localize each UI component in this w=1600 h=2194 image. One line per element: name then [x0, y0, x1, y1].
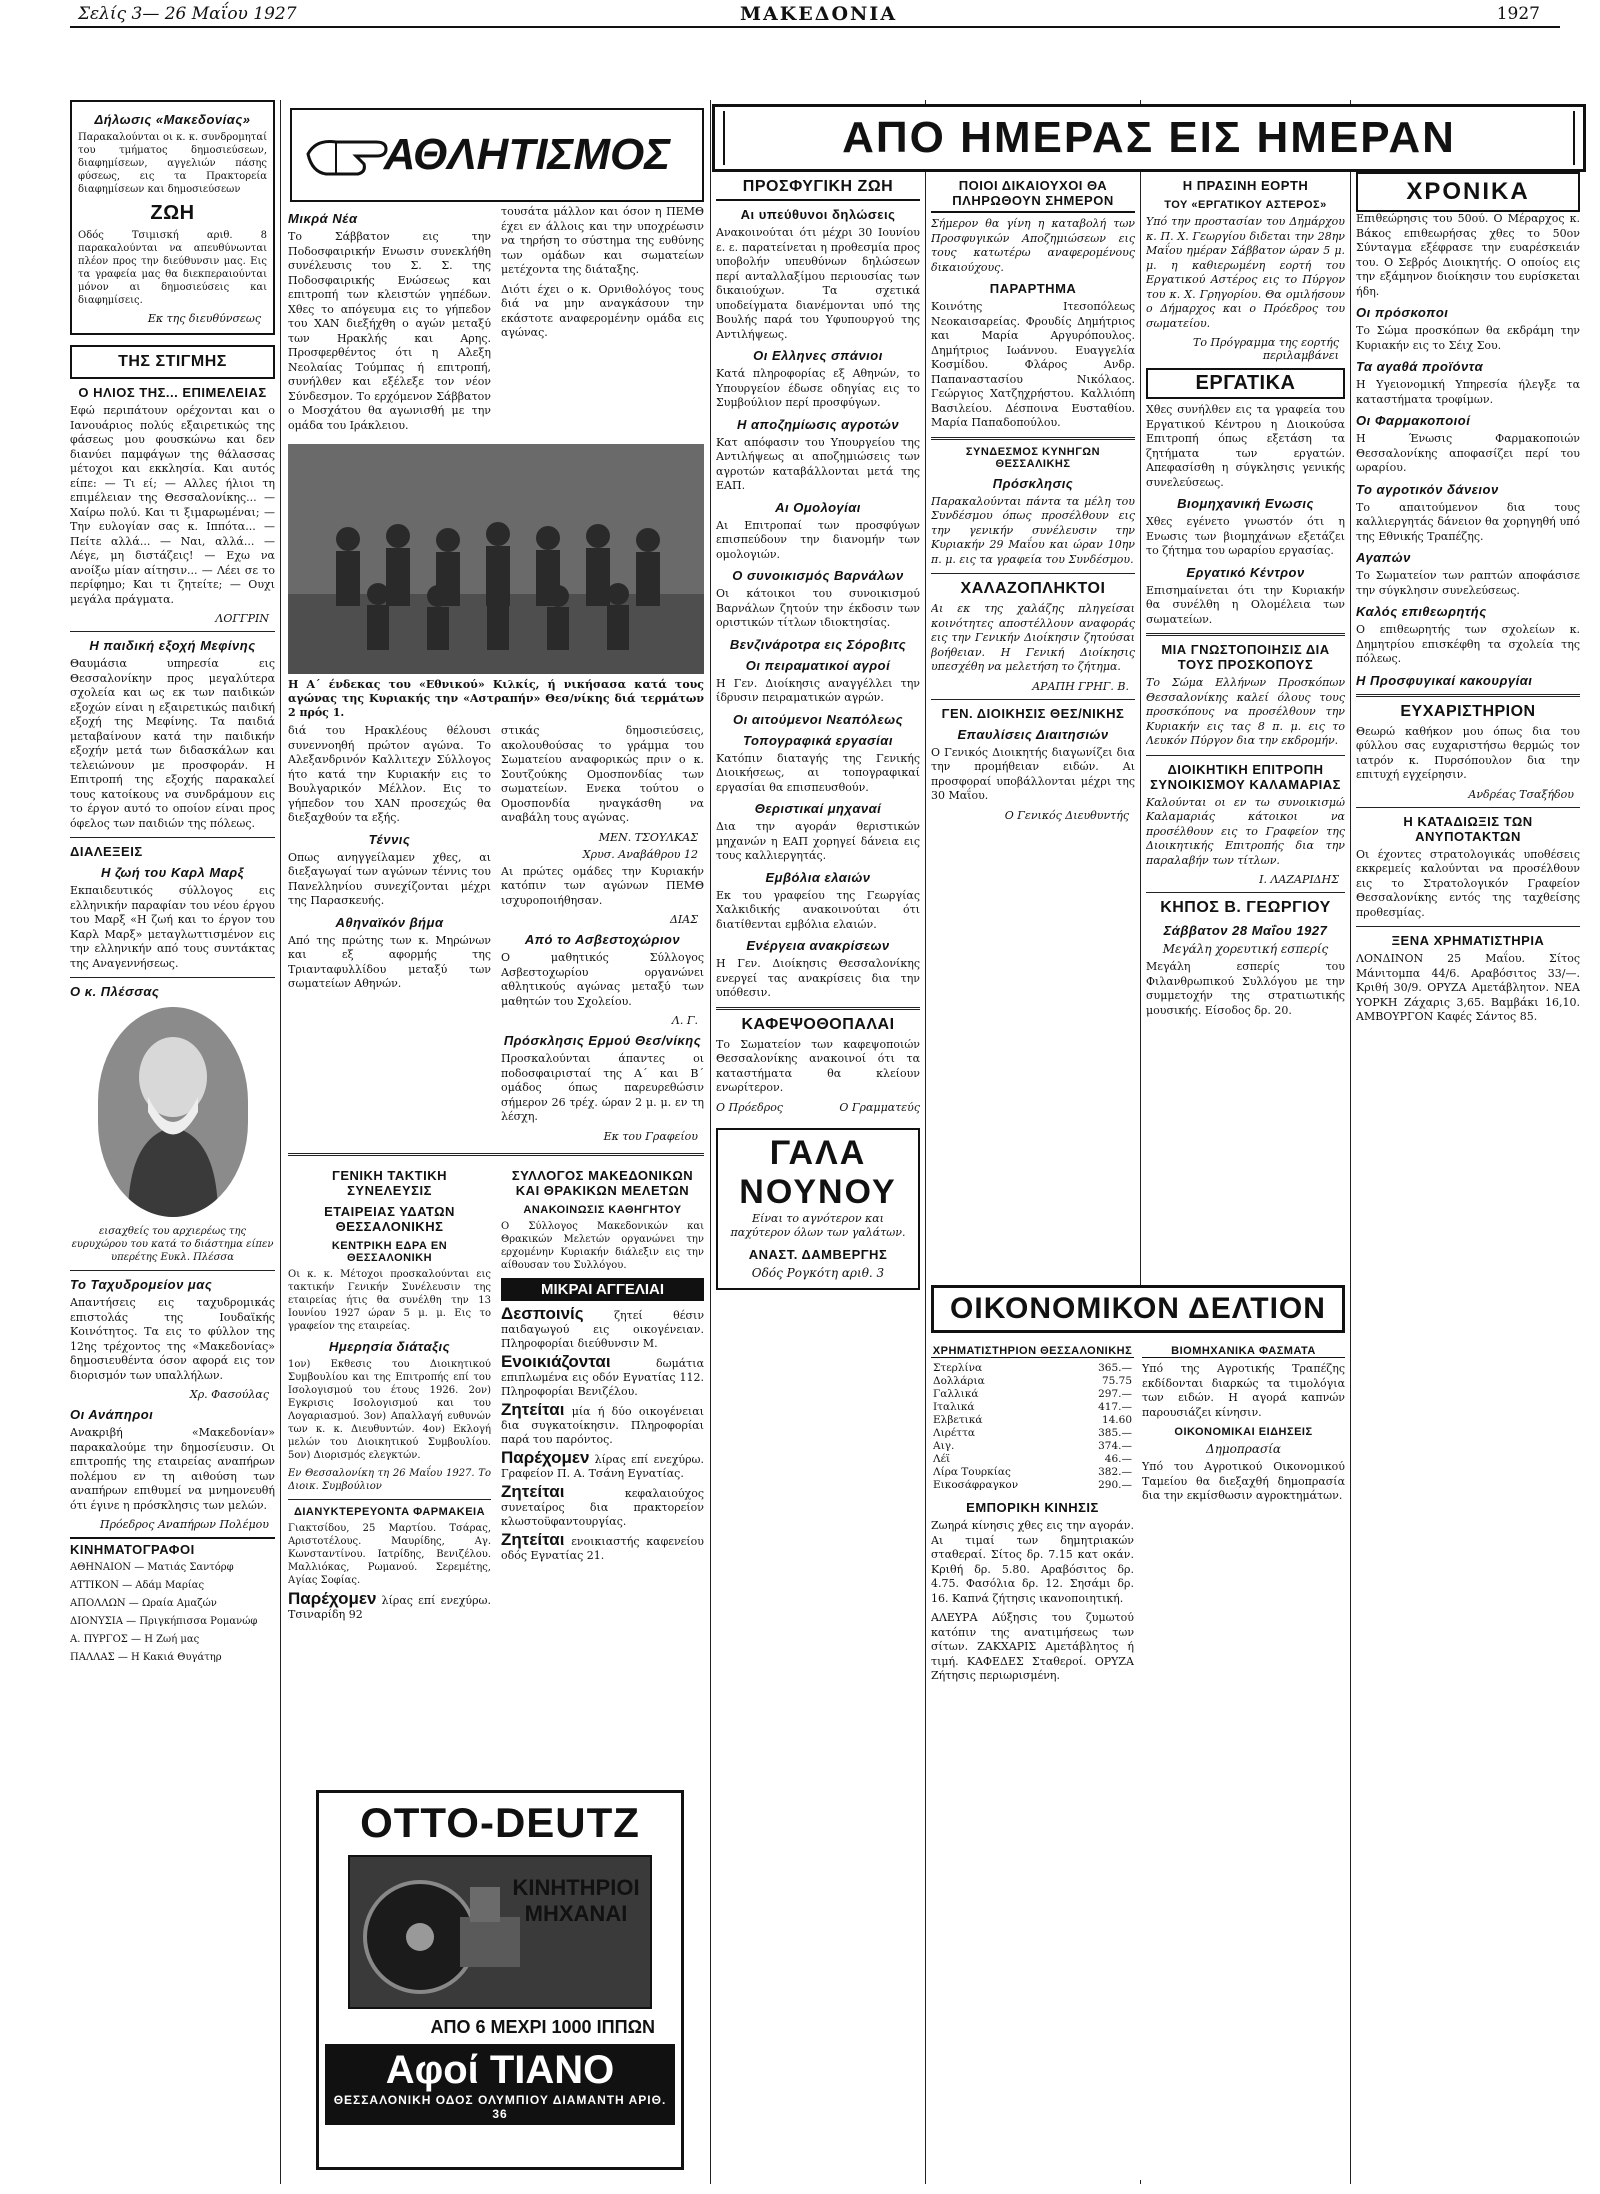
- divider: [70, 631, 275, 632]
- prereq-text: Η Γεν. Διοίκησις Θεσσαλονίκης ενεργεί τας ανακρίσεις δια την υπόθεσιν.: [716, 957, 920, 999]
- anapiroi-text: Ανακριβή «Μακεδονίαν» παρακαλούμε την δημοσίευσιν. Οι επιτροπής της εταιρείας αναπήρων πολέμου εν τη αιθούση των αναπήρων επιθυμεί να μνημονευθή ότι έγινε η πρόσκλησις των μελών.: [70, 1426, 275, 1512]
- compensation-text: Κατ απόφασιν του Υπουργείου της Αντιλήψεως αι αποζημιώσεις των αγροτών καταβάλλονται μετά της ΕΑΠ.: [716, 435, 920, 492]
- divider: [1146, 633, 1345, 636]
- neapoli-title: Οι αιτούμενοι Νεαπόλεως: [733, 711, 903, 727]
- classified-item: [501, 1481, 704, 1529]
- goods-title: Καλός επιθεωρητής: [1356, 604, 1487, 619]
- gen-text: Ο Γενικός Διοικητής διαγωνίζει δια την προμήθειαν ειδών. Αι προσφοραί υποβάλλονται μέχρι της 30 Μαΐου.: [931, 745, 1135, 802]
- sports-text-block: [288, 205, 704, 438]
- gala-title: ΓΑΛΑ ΝΟΥΝΟΥ: [739, 1133, 897, 1211]
- kinoton-text: Παρακαλούνται πάντα τα μέλη του Συνδέσμου όπως προσέλθουν εις την γενικήν συνέλευσιν την Κυριακήν 29 Μαΐου και ώραν 10ην π. μ. εις τα γραφεία του Συνδέσμου.: [931, 494, 1135, 566]
- ad-product: ΚΙΝΗΤΗΡΙΟΙ ΜΗΧΑΝΑΙ: [512, 1875, 640, 1926]
- stigmi-title: ΤΗΣ ΣΤΙΓΜΗΣ: [70, 345, 275, 379]
- society-title: ΣΥΛΛΟΓΟΣ ΜΑΚΕΔΟΝΙΚΩΝ ΚΑΙ ΘΡΑΚΙΚΩΝ ΜΕΛΕΤΩΝ: [511, 1167, 694, 1198]
- chronika-text: Επιθεώρησις του 50ού. Ο Μέραρχος κ. Βάκος επιθεωρήσας χθες το 50ον Σύνταγμα εξέφρασε την ευαρέσκειάν του. Ο Σεβρός Διοικητής. Ο οποίος εις την εξάμηνον διοίκησιν του ευρίσκεται ήδη.: [1356, 212, 1580, 298]
- commerce-header: ΕΜΠΟΡΙΚΗ ΚΙΝΗΣΙΣ: [966, 1500, 1099, 1515]
- society-subtitle: ΑΝΑΚΟΙΝΩΣΙΣ ΚΑΘΗΓΗΤΟΥ: [523, 1203, 682, 1216]
- bank-text: Το απαιτούμενον δια τους καλλιεργητάς δάνειον θα χορηγηθή υπό της Εθνικής Τραπέζης.: [1356, 500, 1580, 543]
- federation-title: Εργατικό Κέντρον: [1186, 564, 1305, 580]
- scouts-notice-text: Το Σώμα Ελλήνων Προσκόπων Θεσσαλονίκης καλεί όλους τους προσκόπους να προσέλθουν την Κυριακήν εις τας 8 π. μ. εις το Λευκόν Πύργον δια την εκδρομήν.: [1146, 676, 1345, 747]
- column-6: [1356, 172, 1580, 2184]
- currency: Εικοσάφραγκον: [933, 1479, 1019, 1491]
- thanks-text: Θεωρώ καθήκον μου όπως δια του φύλλου σας ευχαριστήσω θερμώς τον ιατρόν κ. Πυρσόπουλον δια την επιτυχή εγχείρησιν.: [1356, 724, 1580, 781]
- photo-caption: Η Α΄ ένδεκας του «Εθνικού» Κιλκίς, ή νικήσασα κατά τους αγώνας της Κυριακής την «Αστραπήν» Θεσ/νίκης διά τερμάτων 2 πρός 1.: [288, 678, 704, 719]
- pharmacy-text: Γιακτσίδου, 25 Μαρτίου. Τσάρας, Αριστοτέλους. Μαυρίδης, Αγ. Κωνσταντίνου. Ιατρίδης, Βενιζέλου. Μαλλιόκας, Ρωμανού. Σερεμέτης, Αγίας Σοφίας.: [288, 1522, 491, 1586]
- budget-title: Βενζινάροτρα εις Σόροβιτς: [729, 636, 907, 652]
- federation-text: Επισημαίνεται ότι την Κυριακήν θα συνέλθη η Ολομέλεια των σωματείων.: [1146, 583, 1345, 626]
- invite-title: Πρόσκλησις Ερμού Θεσ/νίκης: [503, 1033, 702, 1048]
- anapiroi-signature: Πρόεδρος Αναπήρων Πολέμου: [99, 1518, 269, 1531]
- plessas-title: Ο κ. Πλέσσας: [70, 984, 160, 999]
- rate: 374.—: [1098, 1440, 1132, 1452]
- rate: 290.—: [1098, 1479, 1132, 1491]
- divider: [70, 837, 275, 838]
- classified-text: μία ή δύο οικογένειαι δια συγκατοίκησιν. Πληροφορίαι παρά του παρόντος.: [501, 1404, 704, 1446]
- committee-signature: Ι. ΛΑΖΑΡΙΔΗΣ: [1259, 873, 1339, 886]
- society-block: [501, 1162, 704, 1626]
- rate: 417.—: [1098, 1401, 1132, 1413]
- dikaiouchoi-title: ΠΟΙΟΙ ΔΙΚΑΙΟΥΧΟΙ ΘΑ ΠΛΗΡΩΘΟΥΝ ΣΗΜΕΡΟΝ: [931, 178, 1135, 213]
- tennis-text: Οπως ανηγγείλαμεν χθες, αι διεξαγωγαί των αγώνων τέννις του Πανελληνίου συνεχίζονται μέχρι της Παρασκευής.: [288, 850, 491, 907]
- gen-subtitle: Επαυλίσεις Διαιτησιών: [957, 726, 1109, 742]
- post-text: Απαντήσεις εις ταχυδρομικάς επιστολάς της Ιουδαϊκής Κοινότητος. Τα εις το φύλλον της 12ης τρέχοντος της «Μακεδονίας» δημοσιευθέντα όσον αφορά εις τον διορισμόν των υπαλλήλων.: [70, 1296, 275, 1382]
- pursuit-text: Οι έχοντες στρατολογικάς υποθέσεις εκκρεμείς καλούνται να προσέλθουν εις το Στρατολογικόν Γραφείον Θεσσαλονίκης εντός της ταχθείσης προθεσμίας.: [1356, 847, 1580, 919]
- divider: [931, 437, 1135, 440]
- fiscal-header: ΟΙΚΟΝΟΜΙΚΑΙ ΕΙΔΗΣΕΙΣ: [1174, 1426, 1313, 1438]
- foreign-text: ΛΟΝΔΙΝΟΝ 25 Μαΐου. Σίτος Μάνιτομπα 44/6. Αραβόσιτος 33/—. Κριθή 30/9. ΟΡΥΖΑ Αμετάβλητον. ΝΕΑ ΥΟΡΚΗ Ζάχαρις 3,65. Βαμβάκι 16,10. ΑΜΒΟΥΡΓΟΝ Καφές Σάντος 85.: [1356, 952, 1580, 1023]
- masthead-rule: [70, 26, 1560, 28]
- olive-title: Εμβόλια ελαιών: [765, 869, 871, 885]
- classified-key: Δεσποινίς: [501, 1303, 584, 1323]
- labor-text: Χθες συνήλθεν εις τα γραφεία του Εργατικού Κέντρου η Διοικούσα Επιτροπή όπως εξετάση τα ζητήματα των εργατών. Απεφασίσθη η σύγκλησις γενικής συνελεύσεως.: [1146, 403, 1345, 489]
- notice-box: [70, 100, 275, 335]
- notice-text: Παρακαλούνται οι κ. κ. συνδρομηταί του τμήματος δημοσιεύσεων, διαφημίσεων, αγγελιών πάσης φύσεως, εις τα Πρακτορεία διαφημίσεων και δημοσιεύσεων: [78, 132, 267, 195]
- rate: 14.60: [1101, 1414, 1132, 1426]
- invite-text: Προσκαλούνται άπαντες οι ποδοσφαιρισταί της Α΄ και Β΄ ομάδος όπως παρευρεθώσιν σήμερον 26 τρέχ. ώραν 2 μ. μ. εν τη λέσχη.: [501, 1052, 704, 1123]
- divider: [1356, 926, 1580, 927]
- athens-text: Από της πρώτης των κ. Μηρώνων και εξ αφορμής της Τριανταφυλλίδου μεταξύ των σωματείων Αθηνών.: [288, 933, 491, 990]
- society-text: Ο Σύλλογος Μακεδονικών και Θρακικών Μελετών οργανώνει την ερχομένην Κυριακήν διάλεξιν εις την αίθουσαν του Συλλόγου.: [501, 1220, 704, 1271]
- meeting-text: Οι κ. κ. Μέτοχοι προσκαλούνται εις τακτικήν Γενικήν Συνέλευσιν της εταιρείας ήτις θα συνέλθη την 13 Ιουνίου 1927 ώραν 5 μ. μ. Εις το γραφείον της εταιρείας.: [288, 1268, 491, 1332]
- gen-signature: Ο Γενικός Διευθυντής: [1004, 808, 1129, 822]
- athens-title: Αθηναϊκόν βήμα: [335, 914, 444, 930]
- divider: [288, 1153, 704, 1156]
- list-item: ΑΠΟΛΛΩΝ — Ωραία Αμαζών: [70, 1598, 217, 1609]
- currency: Λέϊ: [933, 1453, 951, 1465]
- classified-key: Ζητείται: [501, 1529, 565, 1549]
- lectures-header: ΔΙΑΛΕΞΕΙΣ: [70, 844, 143, 859]
- bank-title: Το αγροτικόν δάνειον: [1356, 481, 1499, 497]
- prereq-title: Ενέργεια ανακρίσεων: [746, 938, 890, 953]
- newspaper-name: ΜΑΚΕΔΟΝΙΑ: [740, 3, 898, 25]
- banner-title: ΑΠΟ ΗΜΕΡΑΣ ΕΙΣ ΗΜΕΡΑΝ: [712, 104, 1586, 172]
- post-signature: Χρ. Φασούλας: [189, 1388, 269, 1401]
- varnalon-text: Οι κάτοικοι του συνοικισμού Βαρνάλων ζητούν την έκδοσιν των οριστικών τίτλων ιδιοκτησίας.: [716, 587, 920, 629]
- table-row: [931, 1466, 1134, 1479]
- varnalon-title: Ο συνοικισμός Βαρνάλων: [732, 568, 904, 583]
- garden-date: Σάββατον 28 Μαΐου 1927: [1163, 923, 1328, 938]
- olive-text: Εκ του γραφείου της Γεωργίας Χαλκιδικής ανακοινούται ότι διατίθενται εμβόλια ελαιών.: [716, 888, 920, 931]
- ad-dealer: Αφοί ΤΙΑΝΟ: [385, 2048, 615, 2092]
- currency: Δολλάρια: [933, 1375, 985, 1387]
- refugee-header: ΠΡΟΣΦΥΓΙΚΗ ΖΩΗ: [716, 178, 920, 201]
- education-title: Η παιδική εξοχή Μεφίνης: [89, 638, 256, 653]
- thanks-header: ΕΥΧΑΡΙΣΤΗΡΙΟΝ: [1400, 702, 1536, 720]
- divider: [931, 699, 1135, 700]
- economic-section: [931, 1285, 1345, 2180]
- divider: [716, 1007, 920, 1010]
- rate: 365.—: [1098, 1362, 1132, 1374]
- sports-text-d: στικάς δημοσιεύσεις, ακολουθούσας το γράμμα του Σωματείου αναφορικώς πριν ο κ. Σουτζούκης Ομοσπονδίας των σωματείων. Ενεκα τούτου ο Ομοσπονδία ηναγκάσθη να αναβάλη τους αγώνας.: [501, 724, 704, 824]
- column-rule: [1350, 100, 1351, 2184]
- asvesto-text: Ο μαθητικός Σύλλογος Ασβεστοχωρίου οργανώνει αθλητικούς αγώνας μεταξύ των μαθητών του Σχολείου.: [501, 951, 704, 1008]
- stigmi-signature: ΛΟΓΓΡΙΝ: [215, 612, 269, 625]
- rate: 382.—: [1098, 1466, 1132, 1478]
- currency: Αιγ.: [933, 1440, 955, 1452]
- team-photo: [288, 444, 704, 674]
- table-row: [931, 1453, 1134, 1466]
- divider: [1356, 807, 1580, 808]
- column-rule: [925, 100, 926, 2184]
- small-news-title: Μικρά Νέα: [288, 211, 358, 226]
- gala-signature: ΑΝΑΣΤ. ΔΑΜΒΕΡΓΗΣ: [748, 1246, 888, 1262]
- gala-ad: [716, 1128, 920, 1290]
- classified-text: δωμάτια επιπλωμένα εις οδόν Εγνατίας 112. Πληροφορίαι Βενιζέλου.: [501, 1356, 704, 1398]
- exchange-block: [931, 1339, 1134, 1689]
- tennis-title: Τέννις: [368, 831, 411, 847]
- uniform-text: Αι Επιτροπαί των προσφύγων επισπεύδουν την διανομήν των ομολογιών.: [716, 518, 920, 561]
- fiscal-text: Υπό του Αγροτικού Οικονομικού Ταμείου θα διεξαχθή δημοπρασία δια την εκμίσθωσιν αγροκτημάτων.: [1142, 1460, 1345, 1502]
- meeting-title: ΓΕΝΙΚΗ ΤΑΚΤΙΚΗ ΣΥΝΕΛΕΥΣΙΣ: [332, 1167, 447, 1198]
- sports-text-c: Διότι έχει ο κ. Ορνιθολόγος τους διά να μην αναγκάσουν την εκάστοτε αναφερομένην ομάδα εις αγώνας.: [501, 282, 704, 339]
- stigmi-text: Εφώ περιπάτουν ορέχονται και ο Ιανουάριος πολύς εξαιρετικώς της φάσεως μου φουσκώνω και δεν διανύει παμφάγων της θάλασσας μέτοχοι και εκκλησία. Και αυτός είπε: — Τι εί; — Αλλες ήλιοι τη επιμέλειαν της Θεσσαλονίκης... — Χαίρω πολύ. Και τι ξιμαρωμέναι; — Την ευλογίαν σας κ. Ιππότα... — Πείτε αλλά... — Ναι, αλλά... — Λέγε, μη διστάζεις! — Εχω να ανοίξω μίαν αίτησιν... — Λέει σε το περίφημο; Και τι ζητείτε; — Ουχι μεγάλα πράγματα.: [70, 404, 275, 606]
- anapiroi-title: Οι Ανάπηροι: [70, 1407, 154, 1422]
- economic-columns: [931, 1339, 1345, 1689]
- ad-range: ΑΠΟ 6 ΜΕΧΡΙ 1000 ΙΠΠΩΝ: [430, 2017, 655, 2037]
- cafe-title: ΚΑΦΕΨΟΘΟΠΑΛΑΙ: [741, 1015, 895, 1033]
- sports-text-e: Αι πρώτες ομάδες την Κυριακήν κατόπιν των αγώνων ΠΕΜΘ ισχυροποιήθησαν.: [501, 864, 704, 907]
- divider: [1146, 892, 1345, 893]
- thanks-signature: Ανδρέας Τσαξήδου: [1468, 787, 1574, 801]
- ad-dealer-box: [325, 2044, 675, 2125]
- table-row: [931, 1479, 1134, 1492]
- rate: 385.—: [1098, 1427, 1132, 1439]
- cafe-signature-left: Ο Πρόεδρος: [716, 1100, 783, 1114]
- economic-header: ΟΙΚΟΝΟΜΙΚΟΝ ΔΕΛΤΙΟΝ: [931, 1285, 1345, 1333]
- machinery-text: Δια την αγοράν θεριστικών μηχανών η ΕΑΠ χορηγεί δάνεια εις τους καλλιεργητάς.: [716, 820, 920, 862]
- currency: Λιρέττα: [933, 1427, 976, 1439]
- pointing-hand-icon: [306, 124, 396, 184]
- parexomen-ad: [288, 1588, 491, 1622]
- garden-subtitle: Μεγάλη χορευτική εσπερίς: [1162, 942, 1329, 956]
- list-item: ΑΘΗΝΑΙΟΝ — Ματιάς Σαντόρφ: [70, 1562, 234, 1573]
- table-row: [931, 1414, 1134, 1427]
- otto-deutz-ad: [316, 1790, 684, 2170]
- meeting-close: Εν Θεσσαλονίκη τη 26 Μαΐου 1927. Το Διοικ. Συμβούλιον: [288, 1467, 491, 1492]
- classified-text: ενοικιαστής καφενείου οδός Εγνατίας 21.: [501, 1534, 704, 1562]
- kinoton-header: ΣΥΝΔΕΣΜΟΣ ΚΥΝΗΓΩΝ ΘΕΣΣΑΛΙΚΗΣ: [965, 445, 1101, 470]
- divider: [70, 977, 275, 978]
- list-item: ΔΙΟΝΥΣΙΑ — Πριγκήπισσα Ρομανώφ: [70, 1616, 258, 1627]
- cafe-signature-right: Ο Γραμματεύς: [839, 1100, 920, 1114]
- greeks-title: Οι Ελληνες σπάνιοι: [753, 348, 883, 363]
- table-row: [931, 1427, 1134, 1440]
- plessas-caption: εισαχθείς του αρχιερέως της ευρυχώρου του κατά το διάστημα είπεν υπερέτης Ευκλ. Πλέσσα: [71, 1226, 274, 1263]
- currency: Ελβετικά: [933, 1414, 983, 1426]
- sports-subcol-right: [501, 205, 704, 438]
- sports-signature-a: ΜΕΝ. ΤΣΟΥΛΚΑΣ: [598, 830, 698, 844]
- pharm-title: Οι Φαρμακοποιοί: [1356, 413, 1471, 428]
- list-item: ΑΤΤΙΚΟΝ — Αδάμ Μαρίας: [70, 1580, 205, 1591]
- green-title: Η ΠΡΑΣΙΝΗ ΕΟΡΤΗ: [1182, 178, 1309, 193]
- agenda-text: 1ον) Εκθεσις του Διοικητικού Συμβουλίου και της Επιτροπής επί του Ισολογισμού του έτους 1926. 2ον) Εγκρισις Ισολογισμού και του Λογαριασμού. 3ον) Απαλλαγή ευθυνών των κ. κ. Διευθυντών. 4ον) Εκλογή μελών του Διοικητικού Συμβουλίου. 5ον) Διορισμός ελεγκτών.: [288, 1358, 491, 1461]
- ad-brand: OTTO-DEUTZ: [360, 1799, 640, 1846]
- currency: Στερλίνα: [933, 1362, 983, 1374]
- classified-item: [501, 1399, 704, 1447]
- masthead: [0, 0, 1600, 95]
- sports-text-block-2: [288, 724, 704, 1147]
- goods-text: Ο επιθεωρητής των σχολείων κ. Δημητρίου επισκέφθη τα σχολεία της πόλεως.: [1356, 623, 1580, 665]
- zoi-text: Οδός Τσιμισκή αριθ. 8 παρακαλούνται να απευθύνωνται πλέον προς την διεύθυνσιν μας. Εις τα γραφεία μας θα διεκπεραιούνται μόνον αι δημοσιεύσεις και διαφημίσεις.: [78, 230, 267, 306]
- cafe-text: Το Σωματείον των καφεψοποιών Θεσσαλονίκης ανακοινοί ότι τα καταστήματα θα κλείουν ενωρίτερον.: [716, 1037, 920, 1094]
- divider: [1146, 755, 1345, 756]
- divider: [1356, 694, 1580, 697]
- column-3: [716, 172, 920, 2184]
- dikaiouchoi-text: Σήμερον θα γίνη η καταβολή των Προσφυγικών Αποζημιώσεων εις τους κατωτέρω αναφερομένους δικαιούχους.: [931, 217, 1135, 274]
- notice-signature: Εκ της διευθύνσεως: [147, 312, 261, 325]
- classified-item: [501, 1447, 704, 1481]
- foreign-header: ΞΕΝΑ ΧΡΗΜΑΤΙΣΤΗΡΙΑ: [1391, 933, 1545, 948]
- commerce-text: Ζωηρά κίνησις χθες εις την αγοράν. Αι τιμαί των δημητριακών σταθεραί. Σίτος δρ. 7.15 κατ οκάν. Κριθή δρ. 5.80. Αραβόσιτος δρ. 4.75. Φασόλια δρ. 12. Σησάμι δρ. 16. Καπνά ζήτησις ικανοποιητική.: [931, 1519, 1134, 1605]
- currency: Γαλλικά: [933, 1388, 979, 1400]
- rate: 297.—: [1098, 1388, 1132, 1400]
- classified-text: κεφαλαιούχος συνεταίρος δια πρακτορείον κλωστοϋφαντουργίας.: [501, 1486, 704, 1528]
- classified-key: Ενοικιάζονται: [501, 1351, 611, 1371]
- small-news-text: Το Σάββατον εις την Ποδοσφαιρικήν Ενωσιν συνεκλήθη συνέλευσις του Σ. Σ. της Ποδοσφαιρικής Ενώσεως και επιτροπή των κλειστών γηπέδων. Χθες το απόγευμα εις το γήπεδον του ΧΑΝ διεξήχθη ο αγών μεταξύ των Ηρακλής και Αρης. Προσφερθέντος ότι η Αλεξη Νεολαίας Τούμπας ή επιτροπή, συνήλθεν και εξέλεξε τον νέον Σύνδεσμον. Το ερχόμενον Σάββατον ο Μοσχάτου θα αγωνισθή με την ομάδα του Ιράκλειου.: [288, 230, 491, 432]
- machinery-title: Θεριστικαί μηχαναί: [754, 801, 882, 816]
- agenda-title: Ημερησία διάταξις: [328, 1338, 451, 1354]
- column-1: [70, 100, 275, 2184]
- stigmi-subtitle: Ο ΗΛΙΟΣ ΤΗΣ... ΕΠΙΜΕΛΕΙΑΣ: [78, 385, 267, 400]
- rate: 75.75: [1101, 1375, 1132, 1387]
- agora-text: Η Υγειονομική Υπηρεσία ήλεγξε τα καταστήματα τροφίμων.: [1356, 378, 1580, 406]
- zoi-title: ΖΩΗ: [150, 202, 195, 224]
- topography-text: Κατόπιν διαταγής της Γενικής Διοικήσεως, αι τοπογραφικαί εργασίαι θα επισπευσθούν.: [716, 751, 920, 794]
- currency: Ιταλικά: [933, 1401, 975, 1413]
- sports-text-b: τουσάτα μάλλον και όσον η ΠΕΜΘ έχει εν άλλοις και την υποχρέωσιν να τηρήση το σύστημα της ευθύνης των ομάδων και σωματείων μετέχοντα της διάταξης.: [501, 205, 704, 276]
- classified-text: ζητεί θέσιν παιδαγωγού εις οικογένειαν. Πληροφορίαι διεύθυνσιν Μ.: [501, 1308, 704, 1350]
- meeting-subtitle-2: ΚΕΝΤΡΙΚΗ ΕΔΡΑ ΕΝ ΘΕΣΣΑΛΟΝΙΚΗ: [331, 1239, 448, 1264]
- green-text: Υπό την προστασίαν του Δημάρχου κ. Π. Χ. Γεωργίου διδεται την 28ην Μαΐου ημέραν Σάββατον ώραν 5 μ. μ. η καθιερωμένη εορτή του Εργατικού Αστέρος εις το Πύργον του κ. Χ. Γρηγορίου. Θα ομιλήσουν ο Δήμαρχος και ο Πρόεδρος του σωματείου.: [1146, 215, 1345, 330]
- exchange-table: [931, 1362, 1134, 1492]
- exchange-header: ΧΡΗΜΑΤΙΣΤΗΡΙΟΝ ΘΕΣΣΑΛΟΝΙΚΗΣ: [932, 1345, 1133, 1357]
- divider: [931, 573, 1135, 574]
- table-row: [931, 1362, 1134, 1375]
- hunting-title: Η Προσφυγικαί κακουργίαι: [1356, 672, 1533, 688]
- classified-key: Ζητείται: [501, 1399, 565, 1419]
- meeting-subtitle: ΕΤΑΙΡΕΙΑΣ ΥΔΑΤΩΝ ΘΕΣΣΑΛΟΝΙΚΗΣ: [324, 1203, 455, 1234]
- page-year: 1927: [1496, 4, 1540, 24]
- sports-subcol-left: [288, 205, 491, 438]
- education-text: Θαυμάσια υπηρεσία εις Θεσσαλονίκην προς μεγαλύτερα σχολεία και ως εκ των παιδικών εξοχών είναι η εξαιρετικώς παιδική εξοχή της Μεφίνης. Τα παιδιά μεταβαίνουν κατά την παιδικήν εξοχήν μετά των διδασκάλων και τελειώνουν με προσφοράν. Η Επιτροπή της εξοχής παρακαλεί τους κατοίκους να συνδράμουν εις το έργον αυτό το οποίον είναι προς όφελος των παιδιών της πόλεως.: [70, 657, 275, 830]
- greeks-text: Κατά πληροφορίας εξ Αθηνών, το Υπουργείον έδωσε οδηγίας εις το Συμβούλιον περί προσφύγων.: [716, 367, 920, 409]
- table-row: [931, 1375, 1134, 1388]
- shipping-text: Υπό της Αγροτικής Τραπέζης εκδίδονται διαρκώς τα τιμολόγια των ειδών. Η αγορά καπνών παρουσιάζει κίνησιν.: [1142, 1362, 1345, 1419]
- agora-title: Τα αγαθά προϊόντα: [1356, 359, 1484, 374]
- engine-illustration: [348, 1855, 652, 2009]
- paragraph-title: ΠΑΡΑΡΤΗΜΑ: [989, 281, 1077, 296]
- sports-signature-a-sub: Χρυσ. Αναβάθρου 12: [582, 847, 698, 861]
- column-rule: [280, 100, 281, 2184]
- hail-text: Αι εκ της χαλάζης πληγείσαι κοινότητες αποστέλλουν αναφοράς εις την Γενικήν Διοίκησιν ζητούσαι βοήθειαν. Η Γενική Διοίκησις υπεσχέθη να μελετήση το ζήτημα.: [931, 602, 1135, 673]
- list-item: Α. ΠΥΡΓΟΣ — Η Ζωή μας: [70, 1634, 200, 1645]
- classified-item: [501, 1303, 704, 1351]
- scouts-text: Το Σώμα προσκόπων θα εκδράμη την Κυριακήν εις το Σέιχ Σου.: [1356, 324, 1580, 352]
- post-title: Το Ταχυδρομείον μας: [70, 1277, 213, 1292]
- hail-signature: ΑΡΑΠΗ ΓΡΗΓ. Β.: [1032, 679, 1129, 693]
- tailors-text: Το Σωματείον των ραπτών αποφάσισε την σύγκλησιν συνελεύσεως.: [1356, 569, 1580, 597]
- topography-title: Τοπογραφικά εργασίαι: [743, 732, 893, 748]
- classified-header: ΜΙΚΡΑΙ ΑΓΓΕΛΙΑΙ: [501, 1278, 704, 1301]
- tailors-title: Αγαπών: [1356, 550, 1411, 565]
- classified-text: λίρας επί ενεχύρω. Γραφείον Π. Α. Τσάνη Εγνατίας.: [501, 1452, 704, 1480]
- refugee-text: Ανακοινούται ότι μέχρι 30 Ιουνίου ε. ε. παρατείνεται η προθεσμία προς υποβολήν υπευθύνων δηλώσεων περί ανταλλαξίμου περιουσίας των δικαιούχων. Τα σχετικά υποδείγματα διανέμονται υπό της Βουλής παρά του Υφυπουργού της Αντιλήψεως.: [716, 226, 920, 341]
- committee-text: Καλούνται οι εν τω συνοικισμώ Καλαμαριάς κάτοικοι να προσέλθουν εις το Γραφείον της Διοικητικής Επιτροπής δια την παραλαβήν των τίτλων.: [1146, 795, 1345, 867]
- cinema-header: ΚΙΝΗΜΑΤΟΓΡΑΦΟΙ: [70, 1537, 275, 1557]
- experiment-text: Η Γεν. Διοίκησις αναγγέλλει την ίδρυσιν πειραματικών αγρών.: [716, 676, 920, 704]
- labor-header: ΕΡΓΑΤΙΚΑ: [1146, 368, 1345, 399]
- commerce-text-2: ΑΛΕΥΡΑ Αύξησις του ζυμωτού κατόπιν της ανατιμήσεως των σίτων. ΖΑΚΧΑΡΙΣ Αμετάβλητος ή τιμή. ΚΑΦΕΔΕΣ Σταθεροί. ΟΡΥΖΑ Ζήτησις περιωρισμένη.: [931, 1611, 1134, 1682]
- pharmacy-title: ΔΙΑΝΥΚΤΕΡΕΥΟΝΤΑ ΦΑΡΜΑΚΕΙΑ: [293, 1505, 486, 1518]
- classified-key: Ζητείται: [501, 1481, 565, 1501]
- invite-signature: Εκ του Γραφείου: [603, 1129, 698, 1143]
- scouts-notice-title: ΜΙΑ ΓΝΩΣΤΟΠΟΙΗΣΙΣ ΔΙΑ ΤΟΥΣ ΠΡΟΣΚΟΠΟΥΣ: [1161, 642, 1330, 672]
- column-rule: [710, 100, 711, 2184]
- hail-header: ΧΑΛΑΖΟΠΛΗΚΤΟΙ: [960, 580, 1106, 597]
- currency: Λίρα Τουρκίας: [933, 1466, 1011, 1478]
- tobacco-text: Χθες εγένετο γνωστόν ότι η Ενωσις των βιομηχάνων εξετάζει το ζήτημα του ωραρίου εργασίας.: [1146, 515, 1345, 557]
- experiment-title: Οι πειραματικοί αγροί: [745, 657, 891, 673]
- lecture-title: Η ζωή του Καρλ Μαρξ: [101, 865, 244, 880]
- page-date: Σελίς 3— 26 Μαΐου 1927: [78, 4, 297, 24]
- uniform-title: Αι Ομολογίαι: [775, 499, 861, 515]
- asvesto-title: Από το Ασβεστοχώριον: [524, 932, 681, 947]
- lecture-text: Εκπαιδευτικός σύλλογος εις ελληνικήν παραφίαν του νέου έργου του Μαρξ «Η ζωή και το έργον του Καρλ Μαρξ» μεταγλωττισμένον εις την ελληνικήν από τους συντάκτας της Αναγεννήσεως.: [70, 884, 275, 970]
- classified-item: [501, 1351, 704, 1399]
- classified-key: Παρέχομεν: [501, 1447, 590, 1467]
- lower-block: [288, 1162, 704, 1626]
- rate: 46.—: [1104, 1453, 1132, 1465]
- classified-item: [501, 1529, 704, 1563]
- green-subtitle: ΤΟΥ «ΕΡΓΑΤΙΚΟΥ ΑΣΤΕΡΟΣ»: [1164, 199, 1327, 211]
- paragraph-text: Κοινότης Ιτεσοπόλεως Νεοκαισαρείας. Φρουδίς Δημήτριος και Μαρία Αργυρόπουλος. Δημήτριος Ιωάννου. Ευαγγελία Κοσμίδου. Φλάρος Ανδρ. Παπαναστασίου Νικόλαος. Γεώργιος Χατζηχρήστου. Καλλιόπη Βασιλείου. Δέσποινα Ευσταθίου. Μαρία Παπαδοπούλου.: [931, 300, 1135, 429]
- sports-signature-c: Λ. Γ.: [671, 1014, 698, 1027]
- portrait-photo: [98, 1007, 248, 1217]
- refugee-subtitle: Αι υπεύθυνοι δηλώσεις: [740, 207, 896, 222]
- gala-text: Είναι το αγνότερον και παχύτερον όλων των γαλάτων.: [730, 1211, 906, 1239]
- sports-signature-b: ΔΙΑΣ: [669, 913, 698, 926]
- green-signature: Το Πρόγραμμα της εορτής περιλαμβάνει: [1193, 336, 1339, 362]
- fiscal-subtitle: Δημοπρασία: [1206, 1442, 1281, 1456]
- tobacco-title: Βιομηχανική Ενωσις: [1177, 496, 1314, 511]
- gala-address: Οδός Ρογκότη αριθ. 3: [751, 1265, 885, 1280]
- sports-text-a: διά του Ηρακλέους θέλουσι συνεννοηθή πρώτον αγώνα. Το Αλεξανδρινόν Καλλιτεχν Σύλλογος ήτο κατά την Κυριακήν εις το Βουλγαρικόν Μέλλον. Εις το γήπεδον του ΧΑΝ προσεχώς θα διεξαχθούν τα εξής.: [288, 724, 491, 824]
- parexomen-text: λίρας επί ενεχύρω. Τσιναρίδη 92: [288, 1593, 491, 1621]
- table-row: [931, 1401, 1134, 1414]
- pharm-text: Η Ένωσις Φαρμακοποιών Θεσσαλονίκης αποφασίζει περί του ωραρίου.: [1356, 432, 1580, 474]
- divider: [288, 1499, 491, 1500]
- table-row: [931, 1440, 1134, 1453]
- garden-text: Μεγάλη εσπερίς του Φιλανθρωπικού Συλλόγου με την συμμετοχήν της στρατιωτικής μουσικής. Είσοδος δρ. 20.: [1146, 960, 1345, 1017]
- garden-title: ΚΗΠΟΣ Β. ΓΕΩΡΓΙΟΥ: [1160, 899, 1331, 916]
- list-item: ΠΑΛΛΑΣ — Η Κακιά Θυγάτηρ: [70, 1652, 222, 1663]
- sports-subcol-left-2: [288, 724, 491, 1147]
- committee-title: ΔΙΟΙΚΗΤΙΚΗ ΕΠΙΤΡΟΠΗ ΣΥΝΟΙΚΙΣΜΟΥ ΚΑΛΑΜΑΡΙΑΣ: [1150, 761, 1341, 792]
- cafe-signatures: [716, 1101, 920, 1114]
- meeting-block: [288, 1162, 491, 1626]
- divider: [70, 1270, 275, 1271]
- notice-title: Δήλωσις «Μακεδονίας»: [94, 112, 251, 127]
- chronika-header: ΧΡΟΝΙΚΑ: [1356, 172, 1580, 212]
- cinema-list: [70, 1561, 275, 1664]
- compensation-title: Η αποζημίωσις αγροτών: [736, 416, 900, 432]
- sports-subcol-right-2: [501, 724, 704, 1147]
- gen-header: ΓΕΝ. ΔΙΟΙΚΗΣΙΣ ΘΕΣ/ΝΙΚΗΣ: [941, 705, 1125, 721]
- parexomen-key: Παρέχομεν: [288, 1588, 377, 1608]
- table-row: [931, 1388, 1134, 1401]
- ad-address: ΘΕΣΣΑΛΟΝΙΚΗ ΟΔΟΣ ΟΛΥΜΠΙΟΥ ΔΙΑΜΑΝΤΗ ΑΡΙΘ. 36: [333, 2093, 667, 2121]
- sports-header: [290, 108, 704, 202]
- kinoton-subtitle: Πρόσκλησις: [992, 475, 1074, 491]
- pursuit-title: Η ΚΑΤΑΔΙΩΞΙΣ ΤΩΝ ΑΝΥΠΟΤΑΚΤΩΝ: [1403, 813, 1533, 844]
- shipping-header: ΒΙΟΜΗΧΑΝΙΚΑ ΦΑΣΜΑΤΑ: [1142, 1345, 1345, 1358]
- fiscal-block: [1142, 1339, 1345, 1689]
- scouts-title: Οι πρόσκοποι: [1356, 305, 1449, 320]
- sports-title: ΑΘΛΗΤΙΣΜΟΣ: [383, 130, 671, 179]
